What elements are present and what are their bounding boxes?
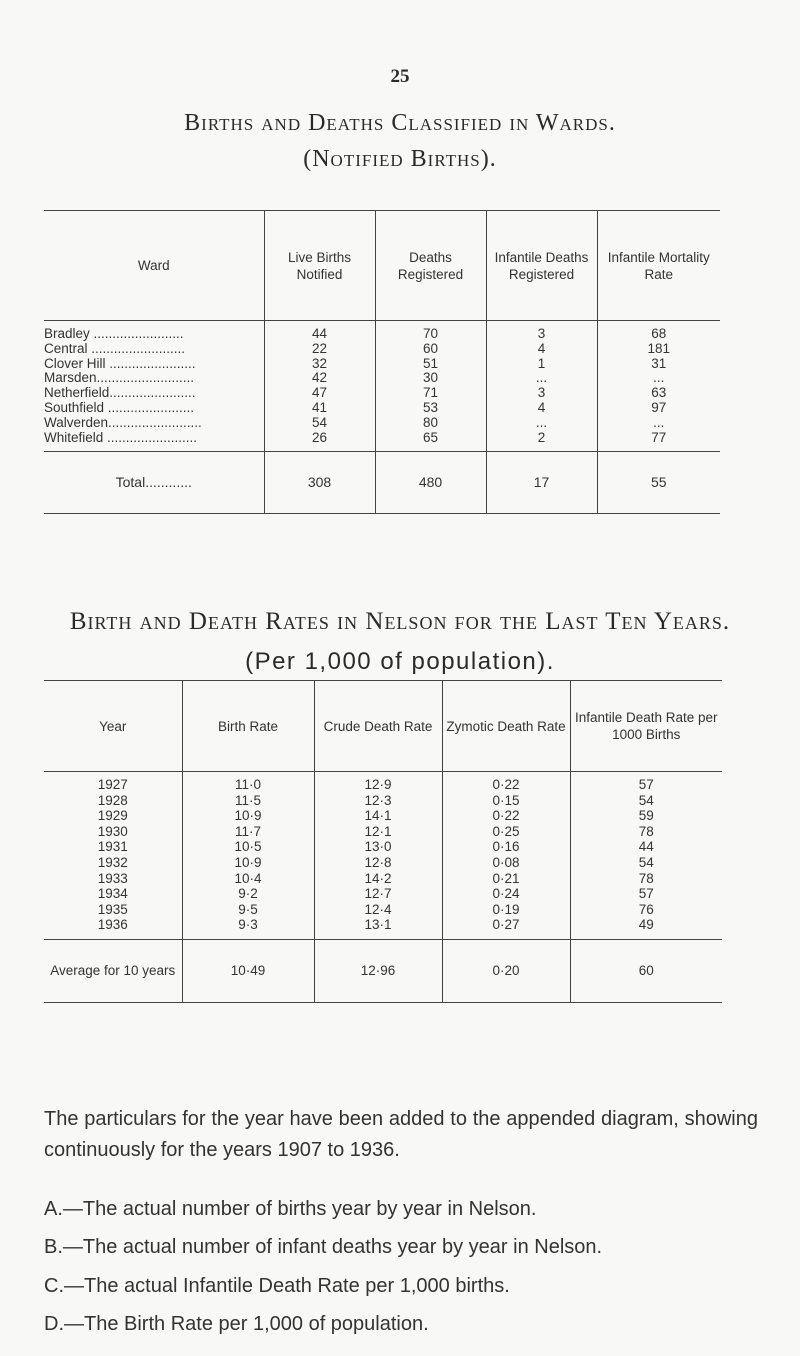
table-row: [44, 342, 720, 357]
table-cell: 65: [375, 431, 486, 452]
table-cell: 12·9: [314, 772, 442, 793]
table-cell: 44: [570, 839, 722, 855]
table-cell: 0·19: [442, 902, 570, 918]
table-cell: 44: [264, 321, 375, 342]
col-header: Infantile Deaths Registered: [486, 211, 597, 321]
year-cell: 1929: [97, 808, 128, 824]
table-row: [44, 902, 722, 918]
ward-cell: Whitefield ........................: [44, 429, 198, 445]
table-cell: 0·22: [442, 808, 570, 824]
table1-subtitle: (Notified Births).: [303, 146, 497, 172]
average-label: Average for 10 years: [44, 939, 182, 1002]
table-cell: 0·25: [442, 824, 570, 840]
table-header-row: [44, 681, 722, 772]
table-cell: 4: [486, 342, 597, 357]
table-cell: 10·5: [182, 839, 314, 855]
list-item: B.—The actual number of infant deaths year by year in Nelson.: [44, 1236, 603, 1258]
table-row: [44, 855, 722, 871]
table-cell: 9·5: [182, 902, 314, 918]
table-cell: 480: [375, 452, 486, 514]
table-cell: 181: [597, 342, 720, 357]
table-cell: 17: [486, 452, 597, 514]
ward-cell: Marsden..........................: [44, 370, 195, 386]
year-cell: 1927: [97, 777, 128, 792]
ward-cell: Walverden.........................: [44, 414, 202, 430]
year-cell: 1933: [97, 870, 128, 886]
ward-cell: Clover Hill .......................: [44, 355, 196, 371]
table-row: [44, 386, 720, 401]
table-row: [44, 431, 720, 452]
table-cell: 55: [597, 452, 720, 514]
table-cell: 3: [486, 386, 597, 401]
table-cell: 0·24: [442, 886, 570, 902]
table-cell: 12·8: [314, 855, 442, 871]
table-cell: 53: [375, 401, 486, 416]
table-cell: ...: [597, 416, 720, 431]
table-cell: 54: [570, 793, 722, 809]
table-row: [44, 808, 722, 824]
table-cell: 26: [264, 431, 375, 452]
table-cell: 12·4: [314, 902, 442, 918]
ward-cell: Netherfield.......................: [44, 385, 196, 401]
table-cell: 41: [264, 401, 375, 416]
table-cell: 13·1: [314, 917, 442, 939]
table-cell: ...: [486, 416, 597, 431]
list-item: D.—The Birth Rate per 1,000 of population.: [44, 1313, 429, 1335]
table-row: [44, 824, 722, 840]
table-cell: 78: [570, 871, 722, 887]
table-cell: 80: [375, 416, 486, 431]
table-cell: 30: [375, 371, 486, 386]
table-cell: 0·15: [442, 793, 570, 809]
table-cell: 71: [375, 386, 486, 401]
table-cell: 0·22: [442, 772, 570, 793]
table-cell: ...: [597, 371, 720, 386]
table-cell: 4: [486, 401, 597, 416]
table-cell: 70: [375, 321, 486, 342]
table-cell: 13·0: [314, 839, 442, 855]
table-row: [44, 871, 722, 887]
table-cell: 2: [486, 431, 597, 452]
table-cell: 47: [264, 386, 375, 401]
table-cell: 3: [486, 321, 597, 342]
table-cell: 0·21: [442, 871, 570, 887]
table-row: [44, 416, 720, 431]
table-cell: 11·0: [182, 772, 314, 793]
ward-cell: Southfield .......................: [44, 399, 195, 415]
col-header: Ward: [44, 211, 264, 321]
table-cell: 60: [375, 342, 486, 357]
wards-table: [44, 210, 720, 514]
table-cell: 97: [597, 401, 720, 416]
year-cell: 1930: [97, 823, 128, 839]
total-label: Total............: [44, 452, 264, 514]
table1-title: Births and Deaths Classified in Wards.: [184, 110, 616, 136]
table-cell: 78: [570, 824, 722, 840]
year-cell: 1932: [97, 854, 128, 870]
table-cell: 10·9: [182, 808, 314, 824]
year-cell: 1931: [97, 839, 128, 855]
col-header: Zymotic Death Rate: [442, 681, 570, 772]
table-cell: 11·5: [182, 793, 314, 809]
table-cell: 68: [597, 321, 720, 342]
col-header: Year: [44, 681, 182, 772]
table-cell: 59: [570, 808, 722, 824]
table-row: [44, 772, 722, 793]
col-header: Live Births Notified: [264, 211, 375, 321]
table-cell: 11·7: [182, 824, 314, 840]
year-cell: 1936: [97, 917, 128, 933]
table-row: [44, 401, 720, 416]
ward-cell: Central .........................: [44, 340, 186, 356]
table-row: [44, 886, 722, 902]
rates-table: [44, 680, 722, 1003]
table-row: [44, 793, 722, 809]
year-cell: 1935: [97, 901, 128, 917]
table2-subtitle: (Per 1,000 of population).: [245, 648, 555, 675]
col-header: Birth Rate: [182, 681, 314, 772]
page-number: 25: [390, 66, 410, 87]
table-cell: 14·1: [314, 808, 442, 824]
total-row: [44, 452, 720, 514]
table-cell: 63: [597, 386, 720, 401]
table-cell: 14·2: [314, 871, 442, 887]
table-row: [44, 321, 720, 342]
col-header: Deaths Registered: [375, 211, 486, 321]
body-paragraph: The particulars for the year have been added to the appended diagram, showing continuously for the years 1907 to 1936.: [44, 1108, 758, 1161]
table-cell: 31: [597, 357, 720, 372]
table-cell: 49: [570, 917, 722, 939]
table-cell: 1: [486, 357, 597, 372]
table-cell: 0·08: [442, 855, 570, 871]
table2-title: Birth and Death Rates in Nelson for the Last Ten Years.: [69, 608, 731, 635]
average-row: [44, 939, 722, 1002]
table-cell: 57: [570, 772, 722, 793]
table-cell: 12·1: [314, 824, 442, 840]
table-cell: 57: [570, 886, 722, 902]
table-cell: 54: [264, 416, 375, 431]
list-item: A.—The actual number of births year by year in Nelson.: [44, 1198, 537, 1220]
table-cell: 10·49: [182, 939, 314, 1002]
table-cell: 308: [264, 452, 375, 514]
table-cell: ...: [486, 371, 597, 386]
col-header: Infantile Death Rate per 1000 Births: [570, 681, 722, 772]
year-cell: 1934: [97, 886, 128, 902]
table-cell: 9·3: [182, 917, 314, 939]
table-cell: 22: [264, 342, 375, 357]
table-row: [44, 371, 720, 386]
table-header-row: [44, 211, 720, 321]
table-cell: 60: [570, 939, 722, 1002]
table-cell: 51: [375, 357, 486, 372]
table-row: [44, 917, 722, 939]
table-cell: 9·2: [182, 886, 314, 902]
table-cell: 10·9: [182, 855, 314, 871]
table-row: [44, 357, 720, 372]
list-item: C.—The actual Infantile Death Rate per 1,000 births.: [44, 1275, 510, 1297]
table-cell: 54: [570, 855, 722, 871]
table-cell: 32: [264, 357, 375, 372]
table-cell: 12·96: [314, 939, 442, 1002]
table-cell: 0·20: [442, 939, 570, 1002]
table-cell: 12·3: [314, 793, 442, 809]
table-cell: 12·7: [314, 886, 442, 902]
col-header: Infantile Mortality Rate: [597, 211, 720, 321]
table-cell: 42: [264, 371, 375, 386]
table-cell: 77: [597, 431, 720, 452]
ward-cell: Bradley ........................: [44, 326, 184, 341]
table-cell: 0·16: [442, 839, 570, 855]
col-header: Crude Death Rate: [314, 681, 442, 772]
table-cell: 10·4: [182, 871, 314, 887]
table-row: [44, 839, 722, 855]
table-cell: 0·27: [442, 917, 570, 939]
year-cell: 1928: [97, 792, 128, 808]
table-cell: 76: [570, 902, 722, 918]
